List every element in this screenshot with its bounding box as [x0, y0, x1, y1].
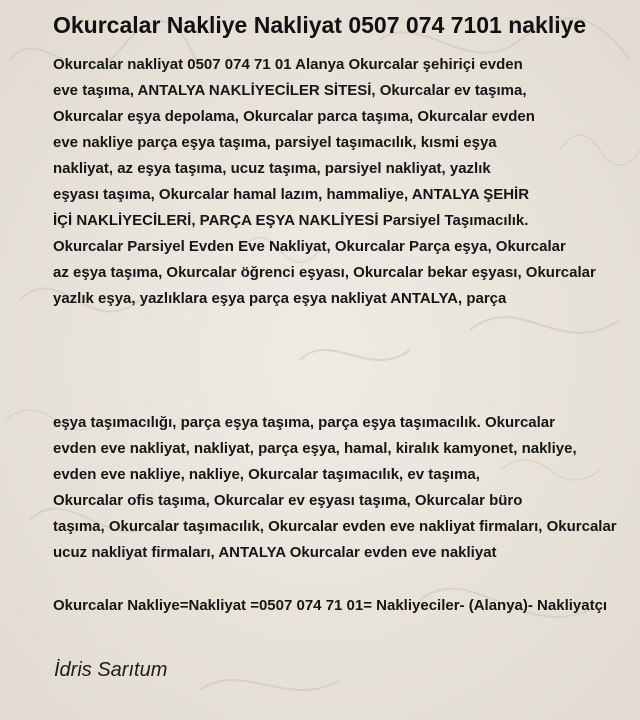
text-line: yazlık eşya, yazlıklara eşya parça eşya nakliyat ANTALYA, parça: [53, 290, 507, 307]
paragraph-1: [53, 52, 596, 312]
text-line: nakliyat, az eşya taşıma, ucuz taşıma, parsiyel nakliyat, yazlık: [53, 160, 491, 177]
paragraph-2: [53, 410, 617, 566]
text-line: evden eve nakliyat, nakliyat, parça eşya, hamal, kiralık kamyonet, nakliye,: [53, 440, 577, 457]
text-line: eşya taşımacılığı, parça eşya taşıma, parça eşya taşımacılık. Okurcalar: [53, 414, 555, 431]
contact-line: Okurcalar Nakliye=Nakliyat =0507 074 71 01= Nakliyeciler- (Alanya)- Nakliyatçı: [53, 597, 608, 614]
text-line: Okurcalar eşya depolama, Okurcalar parca taşıma, Okurcalar evden: [53, 108, 535, 125]
text-line: ucuz nakliyat firmaları, ANTALYA Okurcalar evden eve nakliyat: [53, 544, 497, 561]
text-line: Okurcalar ofis taşıma, Okurcalar ev eşyası taşıma, Okurcalar büro: [53, 492, 523, 509]
text-line: eve nakliye parça eşya taşıma, parsiyel taşımacılık, kısmi eşya: [53, 134, 497, 151]
text-line: İÇİ NAKLİYECİLERİ, PARÇA EŞYA NAKLİYESİ Parsiyel Taşımacılık.: [53, 212, 529, 229]
text-line: evden eve nakliye, nakliye, Okurcalar taşımacılık, ev taşıma,: [53, 466, 480, 483]
author-signature: İdris Sarıtum: [54, 659, 168, 681]
text-line: Okurcalar nakliyat 0507 074 71 01 Alanya Okurcalar şehiriçi evden: [53, 56, 523, 73]
text-line: Okurcalar Parsiyel Evden Eve Nakliyat, Okurcalar Parça eşya, Okurcalar: [53, 238, 566, 255]
text-line: eve taşıma, ANTALYA NAKLİYECİLER SİTESİ, Okurcalar ev taşıma,: [53, 82, 527, 99]
text-line: az eşya taşıma, Okurcalar öğrenci eşyası, Okurcalar bekar eşyası, Okurcalar: [53, 264, 596, 281]
page-title: Okurcalar Nakliye Nakliyat 0507 074 7101 nakliye: [53, 12, 587, 38]
text-line: eşyası taşıma, Okurcalar hamal lazım, hammaliye, ANTALYA ŞEHİR: [53, 186, 530, 203]
text-line: taşıma, Okurcalar taşımacılık, Okurcalar evden eve nakliyat firmaları, Okurcalar: [53, 518, 617, 535]
